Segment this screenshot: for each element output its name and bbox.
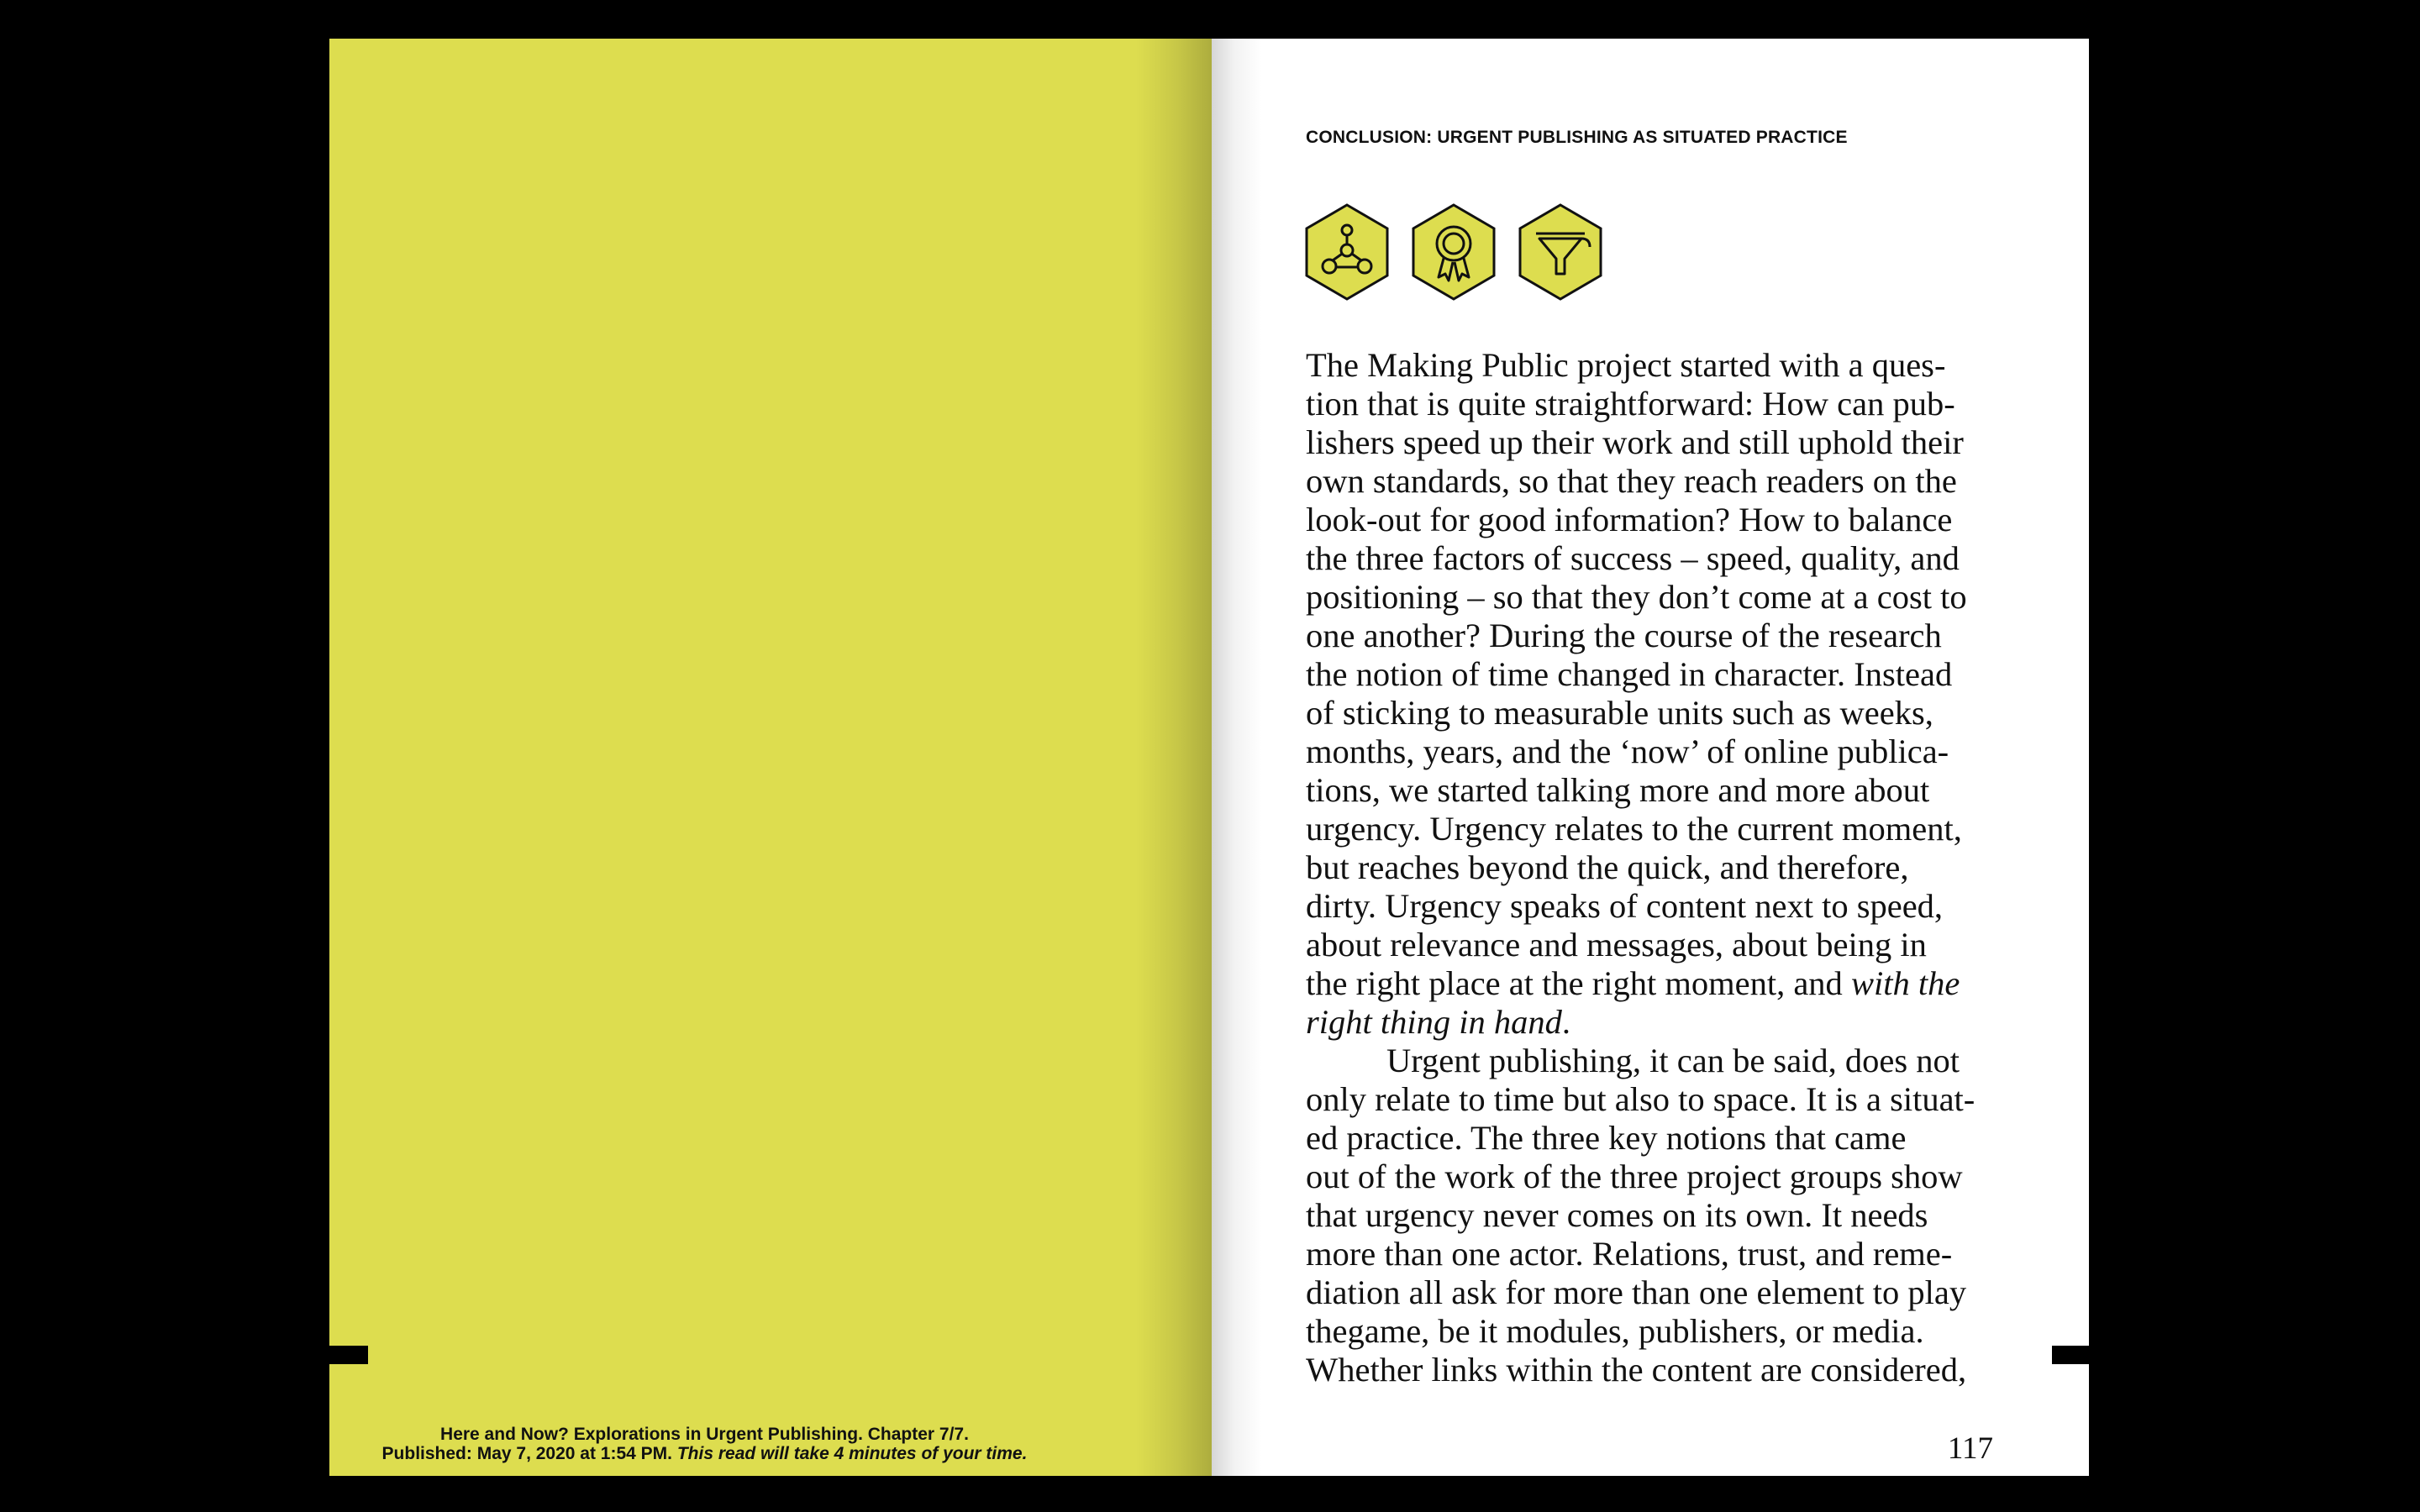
body-line [1306,1003,2028,1042]
paragraph-start-line: Urgent publishing, it can be said, does not [1386,1042,1960,1079]
page-number: 117 [1947,1431,1993,1466]
body-line: tions, we started talking more and more about [1306,771,1930,809]
body-line: months, years, and the ‘now’ of online publica- [1306,732,1949,770]
body-line: urgency. Urgency relates to the current moment, [1306,810,1962,848]
body-line: lishers speed up their work and still uphold their [1306,423,1964,461]
body-line-segment: the right place at the right moment, and [1306,964,1851,1002]
chapter-footer [329,1425,1080,1463]
body-line: Whether links within the content are considered, [1306,1351,1967,1389]
body-line: thegame, be it modules, publishers, or media. [1306,1312,1924,1350]
body-line: only relate to time but also to space. It is a situat- [1306,1080,1975,1118]
body-line [1306,964,2028,1003]
award-rosette-icon [1411,203,1497,301]
footer-published-line [329,1444,1080,1463]
footer-published: Published: May 7, 2020 at 1:54 PM. [381,1444,672,1463]
gutter-shadow-left [1136,39,1212,1476]
network-nodes-icon [1304,203,1390,301]
body-line: tion that is quite straightforward: How can pub- [1306,385,1955,423]
funnel-icon [1518,203,1603,301]
emphasis-text: right thing in hand [1306,1003,1562,1041]
page-edge-marker-right [2052,1346,2089,1364]
body-line: about relevance and messages, about being in [1306,926,1927,963]
body-line: out of the work of the three project groups show [1306,1158,1963,1195]
body-text [1306,346,2028,1389]
body-line: one another? During the course of the research [1306,617,1942,654]
body-line: ed practice. The three key notions that came [1306,1119,1907,1157]
gutter-shadow-right [1212,39,1262,1476]
body-line: dirty. Urgency speaks of content next to speed, [1306,887,1944,925]
body-line: that urgency never comes on its own. It needs [1306,1196,1928,1234]
body-line: the three factors of success – speed, quality, and [1306,539,1960,577]
emphasis-text: with the [1850,964,1960,1002]
body-line-segment: . [1561,1003,1571,1041]
running-head: CONCLUSION: URGENT PUBLISHING AS SITUATED PRACTICE [1306,128,1848,147]
body-line: of sticking to measurable units such as weeks, [1306,694,1933,732]
body-line: The Making Public project started with a ques- [1306,346,1946,384]
footer-read-time: This read will take 4 minutes of your time. [676,1444,1028,1463]
left-page [329,39,1212,1476]
icon-row [1304,203,1603,301]
body-line: but reaches beyond the quick, and therefore, [1306,848,1909,886]
body-line: more than one actor. Relations, trust, and reme- [1306,1235,1953,1273]
body-line: look-out for good information? How to balance [1306,501,1953,538]
body-line: positioning – so that they don’t come at a cost to [1306,578,1967,616]
footer-title: Here and Now? Explorations in Urgent Publishing. Chapter 7/7. [440,1425,969,1444]
page-edge-marker-left [329,1346,368,1364]
body-line: diation all ask for more than one element to play [1306,1273,1967,1311]
right-page [1212,39,2089,1476]
body-line: own standards, so that they reach readers on the [1306,462,1957,500]
body-line: the notion of time changed in character. Instead [1306,655,1953,693]
